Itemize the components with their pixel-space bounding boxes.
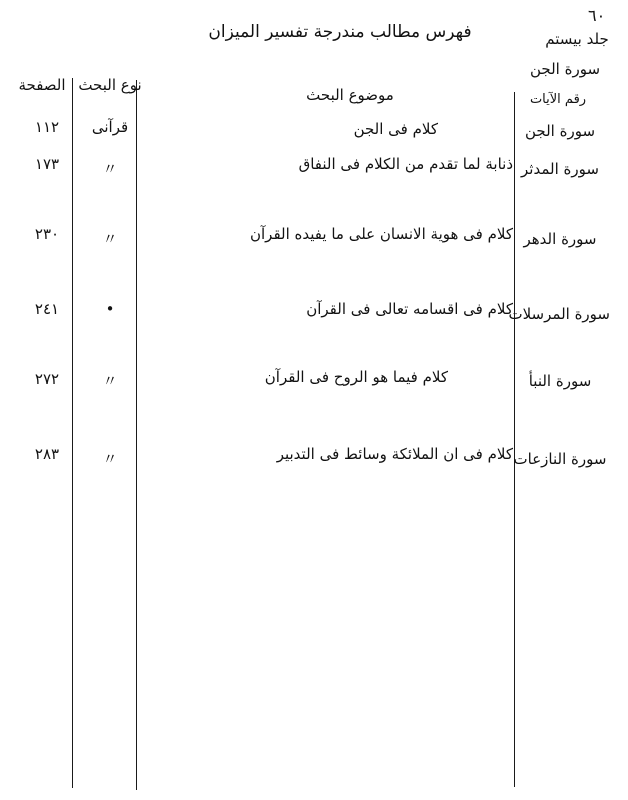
table-row-topic: كلام فى الجن — [353, 120, 438, 138]
table-row-type: قرآنى — [91, 118, 129, 136]
volume-label: جلد بیستم — [545, 30, 609, 48]
table-row-surah: سورة النازعات — [513, 450, 607, 468]
table-row-topic: كلام فى ان الملائكة وسائط فى التدبير — [276, 445, 513, 463]
table-row-surah: سورة المدثر — [521, 160, 599, 178]
table-row-surah: سورة الجن — [524, 122, 596, 140]
column-divider — [136, 80, 137, 790]
table-row-type: 〃 — [102, 372, 118, 390]
column-header-type: نوع البحث — [78, 76, 142, 94]
document-title: فهرس مطالب مندرجة تفسير الميزان — [208, 22, 472, 42]
table-row-type: • — [105, 300, 115, 318]
table-row-surah: سورة الدهر — [523, 230, 597, 248]
table-row-page: ٢٨٣ — [34, 445, 60, 463]
table-row-surah: سورة النبأ — [528, 372, 592, 390]
column-header-topic: موضوع البحث — [306, 86, 394, 104]
surah-range-label: سورة الجن — [529, 60, 601, 78]
table-row-surah: سورة المرسلات — [508, 305, 610, 323]
column-divider — [72, 78, 73, 788]
column-divider — [514, 92, 515, 787]
table-row-topic: ذنابة لما تقدم من الكلام فى النفاق — [298, 155, 513, 173]
column-header-page: الصفحة — [18, 76, 66, 94]
table-row-type: 〃 — [102, 450, 118, 468]
table-row-page: ٢٣٠ — [34, 225, 60, 243]
table-row-page: ١٧٣ — [34, 155, 60, 173]
table-row-topic: كلام فى اقسامه تعالى فى القرآن — [306, 300, 513, 318]
table-row-topic: كلام فى هوية الانسان على ما يفيده القرآن — [250, 225, 513, 243]
table-row-topic: كلام فيما هو الروح فى القرآن — [264, 368, 448, 386]
table-row-page: ١١٢ — [34, 118, 60, 136]
table-row-page: ٢٧٢ — [34, 370, 60, 388]
table-row-type: 〃 — [102, 230, 118, 248]
table-row-type: 〃 — [102, 160, 118, 178]
page-number: ٦٠ — [588, 6, 606, 25]
column-header-verses: رقم الآيات — [529, 92, 587, 107]
table-row-page: ٢٤١ — [34, 300, 60, 318]
